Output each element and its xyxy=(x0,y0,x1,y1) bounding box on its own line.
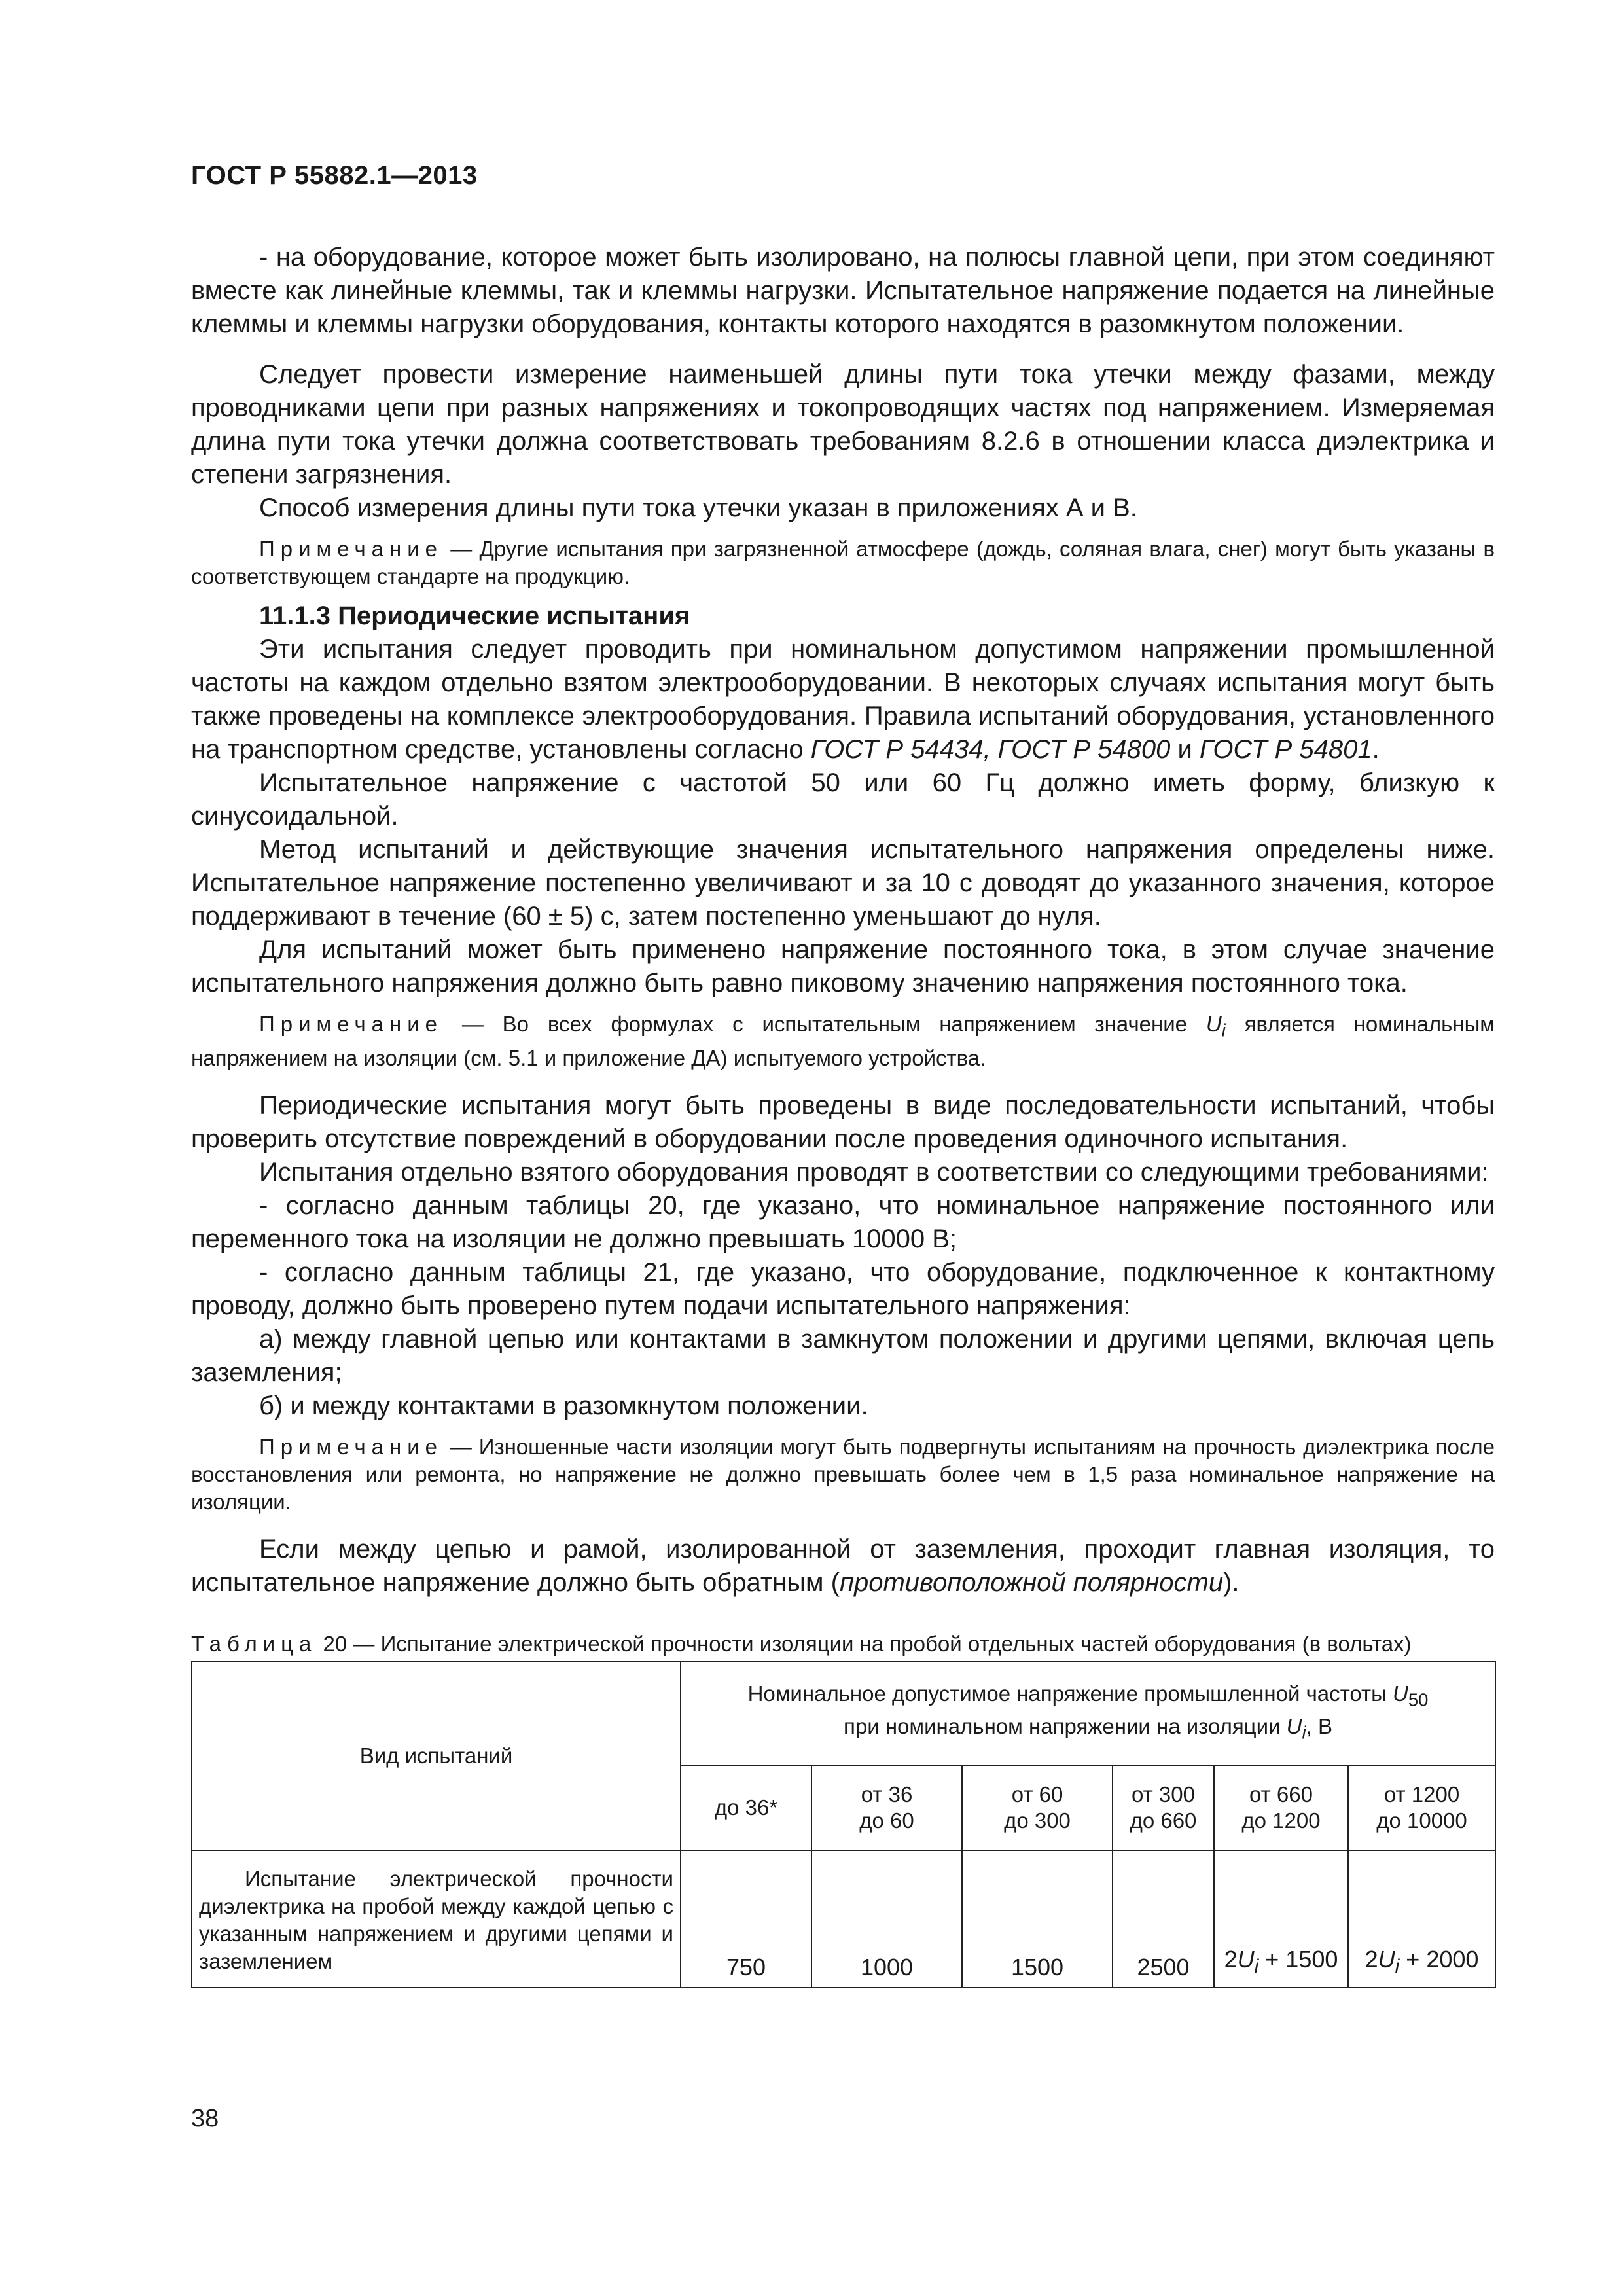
variable: U xyxy=(1237,1946,1255,1973)
note xyxy=(191,1011,1495,1072)
range-header: от 660 до 1200 xyxy=(1214,1765,1348,1850)
table-caption xyxy=(191,1631,1495,1657)
list-item: б) и между контактами в разомкнутом положении. xyxy=(259,1391,868,1420)
paragraph: Следует провести измерение наименьшей длины пути тока утечки между фазами, между проводниками цепи при разных напряжениях и токопроводящих частях под напряжением. Измеряемая длина пути тока утечки должна соответствовать требованиям 8.2.6 в отношении класса диэлектрика и степени загрязнения. xyxy=(191,360,1495,489)
paragraph xyxy=(191,1533,1495,1600)
note-label: Примечание xyxy=(259,1434,444,1459)
cell-text: + 1500 xyxy=(1258,1946,1338,1973)
paragraph: Испытательное напряжение с частотой 50 или 60 Гц должно иметь форму, близкую к синусоидальной. xyxy=(191,768,1495,831)
list-item: - согласно данным таблицы 21, где указано, что оборудование, подключенное к контактному проводу, должно быть проверено путем подачи испытательного напряжения: xyxy=(191,1257,1495,1320)
header-text: , В xyxy=(1306,1713,1332,1738)
subscript: i xyxy=(1395,1956,1400,1978)
note-label: Примечание xyxy=(259,1012,444,1036)
period: . xyxy=(1372,735,1380,764)
paragraph: Периодические испытания могут быть проведены в виде последовательности испытаний, чтобы проверить отсутствие повреждений в оборудовании после проведения одиночного испытания. xyxy=(191,1090,1495,1153)
note-text: — Изношенные части изоляции могут быть подвергнуты испытаниям на прочность диэлектрика после восстановления или ремонта, но напряжение не должно превышать более чем в 1,5 раза номинальное напряжение на изоляции. xyxy=(191,1434,1495,1514)
section-heading: 11.1.3 Периодические испытания xyxy=(259,601,690,630)
note-text: — Другие испытания при загрязненной атмосфере (дождь, соляная влага, снег) могут быть указаны в соответствующем стандарте на продукцию. xyxy=(191,537,1495,588)
column-header-test-type: Вид испытаний xyxy=(192,1662,681,1850)
conjunction: и xyxy=(1170,735,1200,764)
variable: U xyxy=(1205,1012,1222,1036)
table-caption-text: 20 — Испытание электрической прочности изоляции на пробой отдельных частей оборудования (в вольтах) xyxy=(317,1631,1412,1656)
subscript: 50 xyxy=(1408,1689,1429,1710)
table-caption-label: Таблица xyxy=(191,1631,317,1656)
paragraph: Испытания отдельно взятого оборудования проводят в соответствии со следующими требованиями: xyxy=(259,1157,1489,1187)
range-header: до 36* xyxy=(681,1765,812,1850)
page-number: 38 xyxy=(191,2105,219,2132)
range-header: от 300 до 660 xyxy=(1113,1765,1214,1850)
column-group-header xyxy=(681,1662,1495,1765)
subscript: i xyxy=(1254,1956,1259,1978)
range-header: от 1200 до 10000 xyxy=(1348,1765,1495,1850)
cell-text: + 2000 xyxy=(1399,1946,1479,1973)
subscript: i xyxy=(1221,1020,1226,1041)
table-cell xyxy=(1348,1850,1495,1988)
voltage-test-table xyxy=(191,1661,1496,1988)
variable: U xyxy=(1378,1946,1395,1973)
header-text: Номинальное допустимое напряжение промышленной частоты xyxy=(747,1681,1393,1706)
variable: U xyxy=(1393,1681,1408,1706)
subscript: i xyxy=(1302,1722,1306,1743)
range-header: от 36 до 60 xyxy=(812,1765,962,1850)
document-header: ГОСТ Р 55882.1—2013 xyxy=(191,161,478,190)
note xyxy=(191,535,1495,590)
document-body xyxy=(191,241,1495,1988)
table-cell: 1000 xyxy=(812,1850,962,1988)
emphasis: противоположной полярности xyxy=(839,1568,1224,1597)
paragraph xyxy=(191,633,1495,766)
paragraph-text: Если между цепью и рамой, изолированной от заземления, проходит главная изоляция, то испытательное напряжение должно быть обратным ( xyxy=(191,1534,1495,1597)
note-text: является номинальным напряжением на изоляции (см. 5.1 и приложение ДА) испытуемого устройства. xyxy=(191,1012,1495,1070)
list-item: - согласно данным таблицы 20, где указано, что номинальное напряжение постоянного или переменного тока на изоляции не должно превышать 10000 В; xyxy=(191,1191,1495,1253)
standard-reference: ГОСТ Р 54434, ГОСТ Р 54800 xyxy=(810,735,1171,764)
note-text: — Во всех формулах с испытательным напряжением значение xyxy=(443,1012,1206,1036)
paragraph: Для испытаний может быть применено напряжение постоянного тока, в этом случае значение испытательного напряжения должно быть равно пиковому значению напряжения постоянного тока. xyxy=(191,935,1495,997)
cell-text: 2 xyxy=(1224,1946,1238,1973)
table-cell xyxy=(1214,1850,1348,1988)
paragraph-text: Эти испытания следует проводить при номинальном допустимом напряжении промышленной частоты на каждом отдельно взятом электрооборудовании. В некоторых случаях испытания могут быть также проведены на комплексе электрооборудования. Правила испытаний оборудования, установленного на транспортном средстве, установлены согласно xyxy=(191,635,1495,764)
row-label: Испытание электрической прочности диэлектрика на пробой между каждой цепью с указанным напряжением и другими цепями и заземлением xyxy=(192,1850,681,1988)
table-cell: 750 xyxy=(681,1850,812,1988)
paragraph-text: ). xyxy=(1223,1568,1240,1597)
table-cell: 1500 xyxy=(962,1850,1113,1988)
table-cell: 2500 xyxy=(1113,1850,1214,1988)
paragraph: Способ измерения длины пути тока утечки указан в приложениях А и В. xyxy=(259,493,1137,522)
header-text: при номинальном напряжении на изоляции xyxy=(844,1713,1287,1738)
note-label: Примечание xyxy=(259,537,444,561)
variable: U xyxy=(1286,1713,1302,1738)
standard-reference: ГОСТ Р 54801 xyxy=(1199,735,1372,764)
cell-text: 2 xyxy=(1364,1946,1378,1973)
range-header: от 60 до 300 xyxy=(962,1765,1113,1850)
list-item: а) между главной цепью или контактами в замкнутом положении и другими цепями, включая цепь заземления; xyxy=(191,1324,1495,1387)
note xyxy=(191,1433,1495,1516)
paragraph: - на оборудование, которое может быть изолировано, на полюсы главной цепи, при этом соединяют вместе как линейные клеммы, так и клеммы нагрузки. Испытательное напряжение подается на линейные клеммы и клеммы нагрузки оборудования, контакты которого находятся в разомкнутом положении. xyxy=(191,243,1495,338)
paragraph: Метод испытаний и действующие значения испытательного напряжения определены ниже. Испытательное напряжение постепенно увеличивают и за 10 с доводят до указанного значения, которое поддерживают в течение (60 ± 5) с, затем постепенно уменьшают до нуля. xyxy=(191,835,1495,931)
